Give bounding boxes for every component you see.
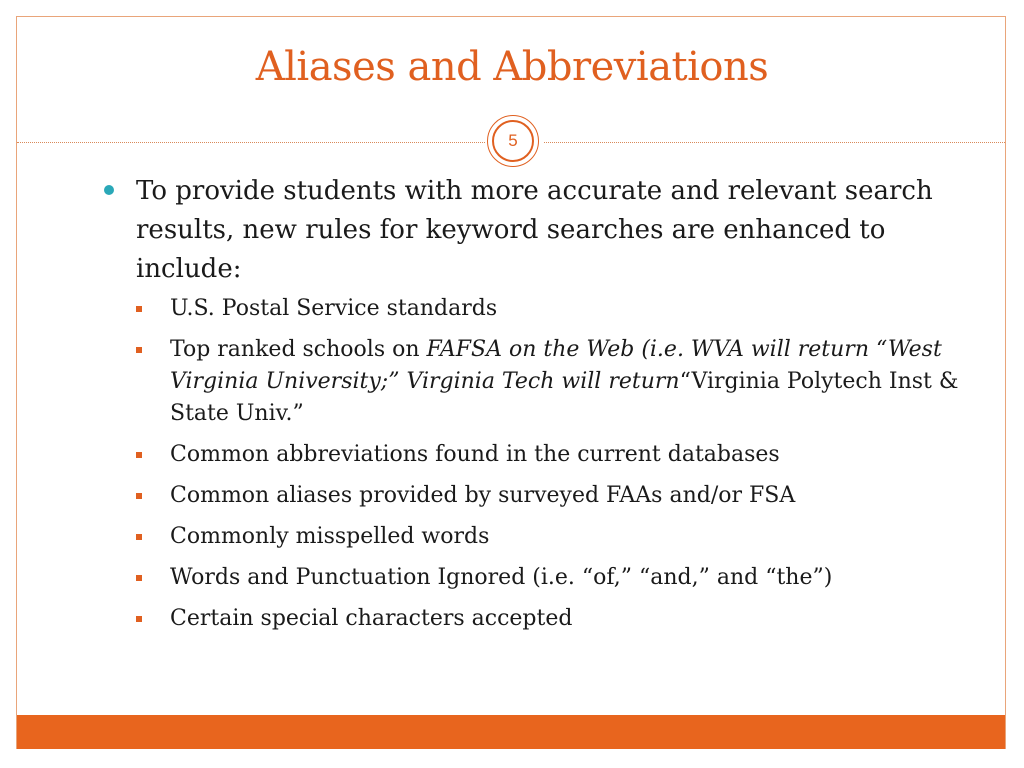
footer-bar	[17, 715, 1005, 749]
list-item	[102, 334, 970, 430]
list-item-text: U.S. Postal Service standards	[170, 296, 498, 321]
list-item-text: Common abbreviations found in the current databases	[170, 442, 780, 467]
list-item-text: Words and Punctuation Ignored (i.e. “of,” “and,” and “the”)	[170, 565, 833, 590]
list-item-text-suffix: “Virginia Polytech Inst & State Univ.”	[170, 369, 959, 426]
sub-bullet-list	[102, 293, 982, 635]
square-bullet-icon	[136, 306, 142, 312]
list-item	[102, 293, 970, 325]
square-bullet-icon	[136, 534, 142, 540]
slide-content	[102, 172, 982, 644]
square-bullet-icon	[136, 616, 142, 622]
page-number: 5	[492, 120, 534, 162]
list-item-text: Common aliases provided by surveyed FAAs and/or FSA	[170, 483, 796, 508]
list-item-text: Certain special characters accepted	[170, 606, 573, 631]
list-item-text-prefix: Top ranked schools on	[170, 337, 427, 362]
square-bullet-icon	[136, 493, 142, 499]
square-bullet-icon	[136, 575, 142, 581]
square-bullet-icon	[136, 452, 142, 458]
list-item	[102, 439, 970, 471]
main-bullet	[102, 172, 982, 289]
page-number-badge	[487, 115, 539, 167]
slide-title: Aliases and Abbreviations	[255, 44, 769, 90]
list-item	[102, 521, 970, 553]
main-bullet-text: To provide students with more accurate and relevant search results, new rules for keyword searches are enhanced to include:	[136, 176, 933, 284]
bullet-dot-icon	[104, 185, 114, 195]
square-bullet-icon	[136, 347, 142, 353]
list-item	[102, 603, 970, 635]
title-divider-left	[17, 142, 485, 143]
list-item-text: Commonly misspelled words	[170, 524, 490, 549]
list-item	[102, 562, 970, 594]
list-item-text-italic: FAFSA on the Web (i.e. WVA will return “West Virginia University;” Virginia Tech will return	[170, 337, 942, 394]
title-divider-right	[544, 142, 1005, 143]
list-item	[102, 480, 970, 512]
